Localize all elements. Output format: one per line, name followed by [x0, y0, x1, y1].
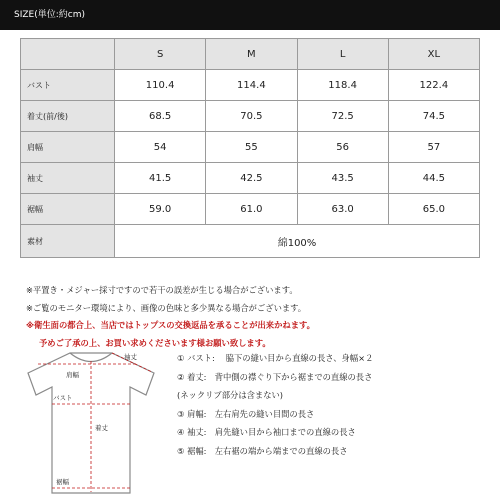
row-label: 肩幅 — [21, 132, 115, 163]
bust-label: バスト — [53, 394, 73, 402]
legend-item: ③ 肩幅: 左右肩先の縫い目間の長さ — [177, 408, 315, 419]
table-row — [21, 101, 480, 132]
table-cell: 74.5 — [388, 101, 479, 132]
table-row — [21, 163, 480, 194]
fabric-label: 素材 — [21, 225, 115, 258]
note-line-warning: ※衛生面の都合上、当店ではトップスの交換返品を承ることが出来かねます。 — [26, 320, 315, 330]
tshirt-measurement-diagram — [26, 350, 156, 495]
note-line-warning: 予めご了承の上、お買い求めくださいます様お願い致します。 — [39, 337, 271, 348]
size-header — [0, 0, 500, 30]
table-cell: 118.4 — [297, 70, 388, 101]
hem-label: 裾幅 — [56, 478, 69, 486]
table-cell: 72.5 — [297, 101, 388, 132]
legend-item: ⑤ 裾幅: 左右裾の端から端までの直線の長さ — [177, 445, 348, 456]
table-cell: 43.5 — [297, 163, 388, 194]
shoulder-label: 肩幅 — [66, 371, 79, 379]
table-row — [21, 132, 480, 163]
table-cell: 59.0 — [115, 194, 206, 225]
table-corner-cell — [21, 39, 115, 70]
table-cell: 70.5 — [206, 101, 297, 132]
column-header: L — [297, 39, 388, 70]
table-row — [21, 70, 480, 101]
fabric-row — [21, 225, 480, 258]
table-cell: 41.5 — [115, 163, 206, 194]
table-cell: 63.0 — [297, 194, 388, 225]
legend-item: (ネックリブ部分は含まない) — [177, 390, 284, 401]
length-label: 着丈 — [95, 424, 108, 432]
table-cell: 61.0 — [206, 194, 297, 225]
fabric-value: 綿100% — [115, 225, 480, 258]
table-cell: 68.5 — [115, 101, 206, 132]
table-cell: 42.5 — [206, 163, 297, 194]
legend-item: ④ 袖丈: 肩先縫い目から袖口までの直線の長さ — [177, 427, 356, 438]
table-row — [21, 194, 480, 225]
row-label: 着丈(前/後) — [21, 101, 115, 132]
legend-item: ② 着丈: 背中側の襟ぐり下から裾までの直線の長さ — [177, 371, 373, 382]
table-header-row — [21, 39, 480, 70]
table-cell: 55 — [206, 132, 297, 163]
table-cell: 114.4 — [206, 70, 297, 101]
measurement-legend — [177, 349, 487, 461]
column-header: XL — [388, 39, 479, 70]
sleeve-label: 袖丈 — [124, 353, 137, 361]
row-label: 裾幅 — [21, 194, 115, 225]
table-cell: 54 — [115, 132, 206, 163]
table-cell: 57 — [388, 132, 479, 163]
note-line: ※平置き・メジャー採寸ですので若干の誤差が生じる場合がございます。 — [26, 285, 298, 295]
notes-section — [26, 282, 486, 352]
column-header: M — [206, 39, 297, 70]
row-label: バスト — [21, 70, 115, 101]
size-table — [20, 38, 480, 258]
size-header-title: SIZE(単位:約cm) — [14, 10, 85, 20]
row-label: 袖丈 — [21, 163, 115, 194]
table-cell: 110.4 — [115, 70, 206, 101]
table-cell: 44.5 — [388, 163, 479, 194]
table-cell: 56 — [297, 132, 388, 163]
legend-item: ① バスト: 脇下の縫い目から直線の長さ、身幅×２ — [177, 353, 374, 363]
note-line: ※ご覧のモニター環境により、画像の色味と多少異なる場合がございます。 — [26, 302, 307, 313]
table-cell: 122.4 — [388, 70, 479, 101]
table-cell: 65.0 — [388, 194, 479, 225]
column-header: S — [115, 39, 206, 70]
